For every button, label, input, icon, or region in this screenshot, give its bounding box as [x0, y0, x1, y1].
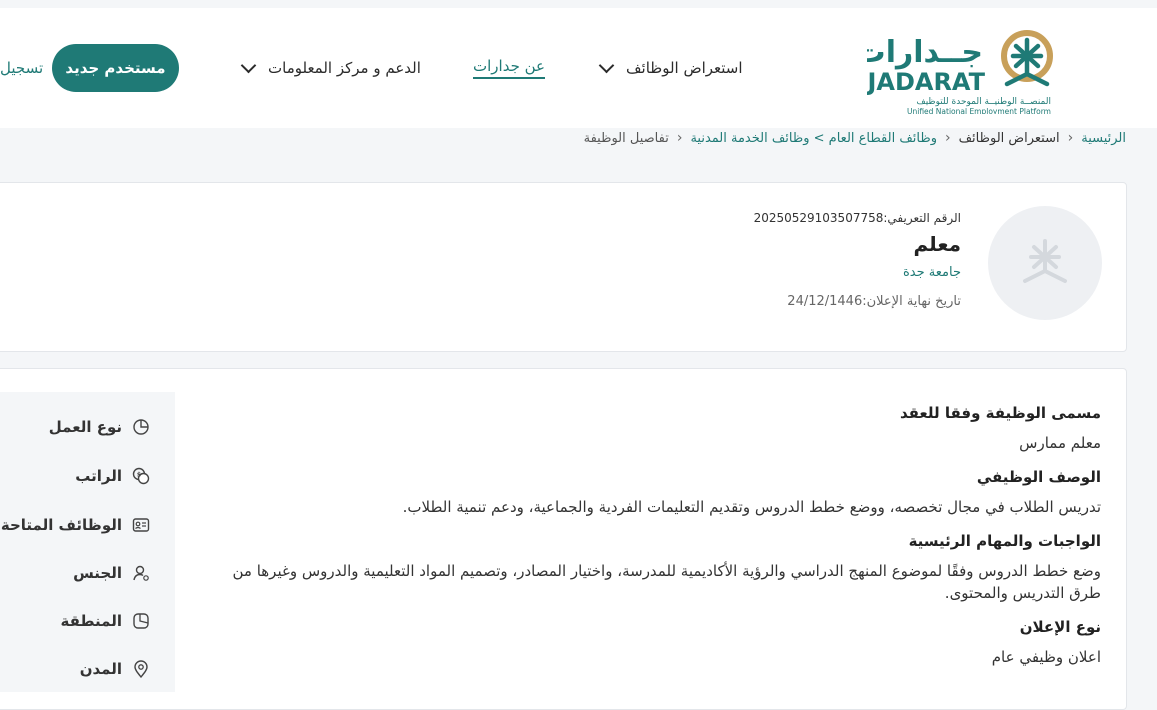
map-region-icon [132, 612, 150, 630]
contract-title-heading: مسمى الوظيفة وفقا للعقد [899, 404, 1101, 422]
attribute-salary [75, 467, 150, 485]
attribute-available-jobs [1, 516, 150, 534]
coins-icon [132, 467, 150, 485]
nav-browse-jobs[interactable] [601, 8, 743, 128]
attribute-available-jobs-label: الوظائف المتاحة [0, 516, 122, 534]
jadarat-emblem [867, 24, 1053, 114]
breadcrumb-category[interactable]: وظائف القطاع العام > وظائف الخدمة المدنية [690, 130, 937, 146]
breadcrumb-separator-icon: ‹ [676, 130, 683, 146]
duties-value: وضع خطط الدروس وفقًا لموضوع المنهج الدراسي والرؤية الأكاديمية للمدرسة، واختيار المصادر، وتصميم المواد التعليمية والدروس وغيرها من طرق التدريس والمحتوى. [232, 562, 1101, 602]
attribute-gender [73, 564, 150, 582]
duties-heading: الواجبات والمهام الرئيسية [908, 532, 1101, 550]
attribute-cities [80, 660, 150, 678]
contract-title-value: معلم ممارس [1019, 434, 1101, 452]
breadcrumb-home[interactable]: الرئيسية [1081, 130, 1126, 146]
site-header [0, 8, 1157, 128]
breadcrumb-separator-icon: ‹ [944, 130, 951, 146]
attribute-work-type-label: نوع العمل [48, 418, 122, 436]
attribute-cities-label: المدن [79, 660, 122, 678]
breadcrumb-browse[interactable]: استعراض الوظائف [958, 130, 1060, 146]
job-reference [754, 211, 961, 225]
job-details-content [196, 400, 1101, 668]
job-reference-number: 20250529103507758 [753, 211, 884, 225]
chevron-down-icon [241, 58, 257, 74]
nav-about-label: عن جدارات [473, 57, 545, 79]
attribute-region [61, 612, 150, 630]
ad-type-heading: نوع الإعلان [1019, 618, 1101, 636]
chevron-down-icon [599, 58, 615, 74]
jadarat-logo[interactable] [867, 24, 1053, 114]
nav-browse-jobs-label: استعراض الوظائف [626, 59, 743, 77]
job-deadline-label: تاريخ نهاية الإعلان: [862, 294, 961, 309]
top-strip [0, 0, 1157, 8]
breadcrumb [584, 128, 1126, 148]
new-user-button[interactable]: مستخدم جديد [52, 44, 179, 92]
logo-subtitle-en: Unified National Employment Platform [907, 107, 1051, 114]
attribute-gender-label: الجنس [73, 564, 122, 582]
id-card-icon [132, 516, 150, 534]
attribute-region-label: المنطقة [60, 612, 122, 630]
logo-subtitle-ar: المنصــة الوطنيــة الموحدة للتوظيف [916, 97, 1051, 107]
job-title: معلم [913, 232, 961, 256]
nav-about[interactable] [473, 8, 545, 128]
job-reference-label: الرقم التعريفي: [883, 211, 961, 225]
pie-chart-icon [132, 418, 150, 436]
logo-arabic-text: جــدارات [867, 35, 983, 70]
job-organization-link[interactable]: جامعة جدة [902, 265, 961, 280]
organization-emblem-icon [1013, 231, 1077, 295]
nav-support[interactable] [243, 8, 421, 128]
breadcrumb-current: تفاصيل الوظيفة [583, 130, 669, 146]
logo-latin-text: JADARAT [867, 68, 985, 96]
attribute-salary-label: الراتب [75, 467, 122, 485]
breadcrumb-separator-icon: ‹ [1067, 130, 1074, 146]
job-attributes-sidebar [0, 392, 175, 692]
ad-type-value: اعلان وظيفي عام [991, 648, 1101, 666]
job-deadline-value: 24/12/1446 [787, 294, 863, 309]
description-value: تدريس الطلاب في مجال تخصصه، ووضع خطط الدروس وتقديم التعليمات الفردية والجماعية، ودعم تنمية الطلاب. [402, 498, 1101, 516]
attribute-work-type [49, 418, 150, 436]
description-heading: الوصف الوظيفي [976, 468, 1101, 486]
login-link[interactable]: تسجيل [0, 59, 44, 77]
svg-text:$: $ [136, 471, 142, 479]
location-pin-icon [132, 660, 150, 678]
organization-logo [988, 206, 1102, 320]
nav-support-label: الدعم و مركز المعلومات [268, 59, 421, 77]
job-deadline [787, 294, 961, 309]
user-gender-icon [132, 564, 150, 582]
